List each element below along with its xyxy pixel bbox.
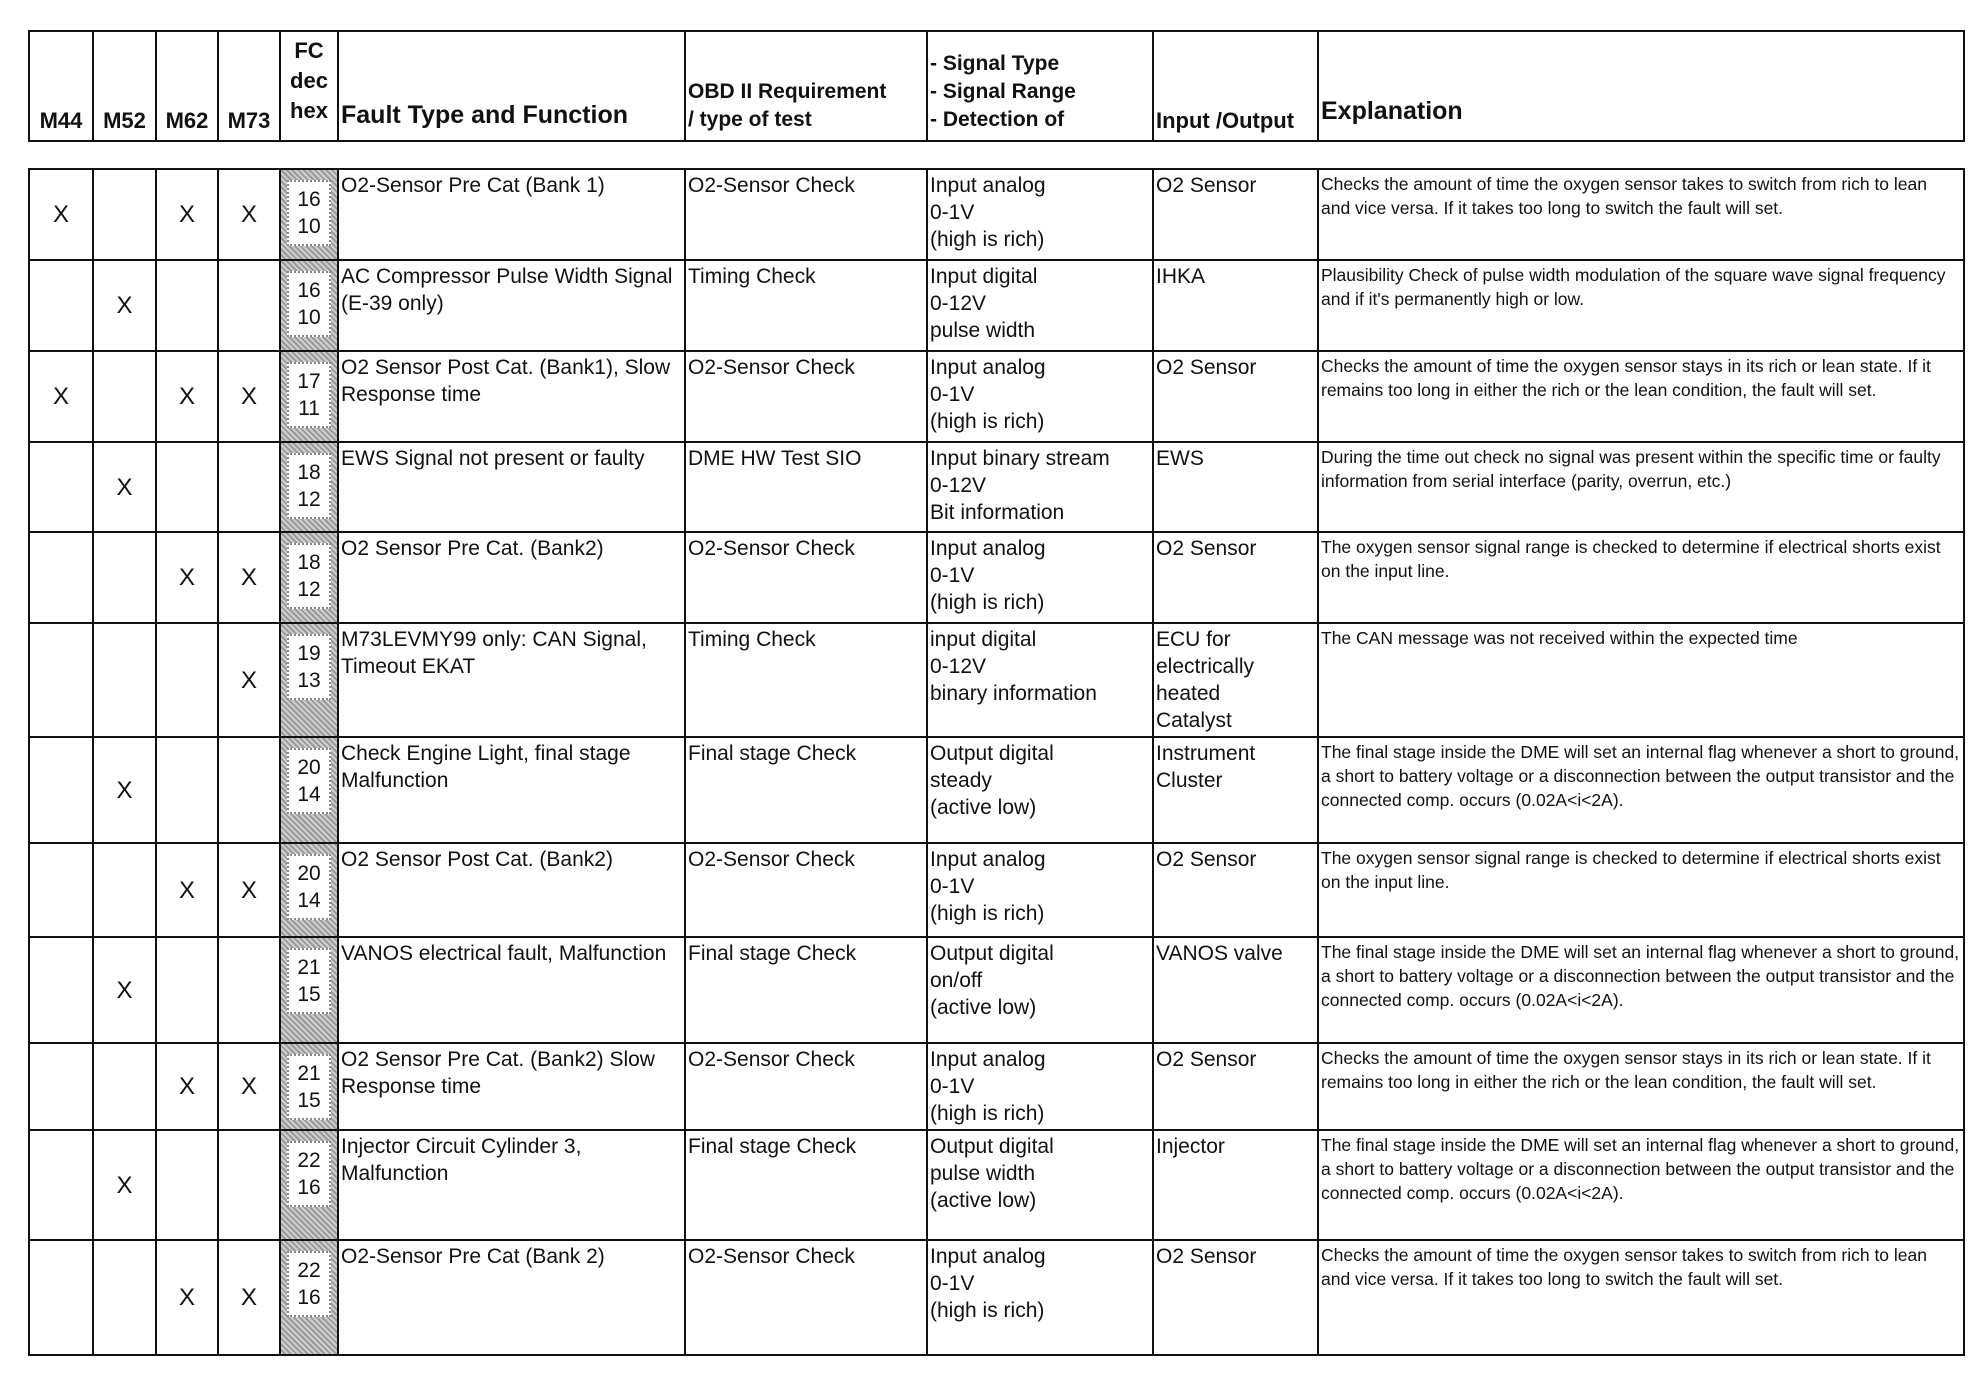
table-row [29, 260, 1964, 351]
m52-mark [93, 623, 156, 737]
fault-code-cell [280, 169, 338, 260]
fault-code-hex: 14 [297, 783, 321, 806]
m62-mark [156, 623, 218, 737]
fault-code-hex: 14 [297, 889, 321, 912]
m62-mark [156, 1130, 218, 1240]
table-row [29, 351, 1964, 442]
signal-range: 0-1V [930, 201, 975, 224]
obd-test: O2-Sensor Check [685, 1240, 927, 1355]
signal-detection: (active low) [930, 1189, 1037, 1212]
fault-code-cell [280, 1043, 338, 1130]
fault-code-box [287, 854, 331, 920]
signal-cell [927, 623, 1153, 737]
fault-code-dec: 22 [297, 1259, 321, 1282]
signal-range: 0-1V [930, 1272, 975, 1295]
io-cell [1153, 737, 1318, 843]
m52-mark [93, 1043, 156, 1130]
m44-mark [29, 260, 93, 351]
obd-test: Final stage Check [685, 737, 927, 843]
m73-mark [218, 737, 280, 843]
table-row [29, 623, 1964, 737]
io-line1: O2 Sensor [1156, 1048, 1257, 1071]
m62-mark: X [156, 351, 218, 442]
signal-type: Input analog [930, 356, 1046, 379]
signal-cell [927, 737, 1153, 843]
m73-mark [218, 937, 280, 1043]
fault-code-dec: 21 [297, 1062, 321, 1085]
signal-range: on/off [930, 969, 983, 992]
fault-code-box [287, 1054, 331, 1120]
fault-code-dec: 22 [297, 1149, 321, 1172]
fault-code-dec: 19 [297, 642, 321, 665]
m52-mark [93, 1240, 156, 1355]
fault-code-hex: 12 [297, 488, 321, 511]
signal-range: 0-12V [930, 655, 987, 678]
table-body [29, 169, 1964, 1355]
signal-range: 0-1V [930, 875, 975, 898]
fault-code-dec: 21 [297, 956, 321, 979]
m52-mark: X [93, 1130, 156, 1240]
signal-range: steady [930, 769, 992, 792]
m44-mark: X [29, 351, 93, 442]
m73-mark: X [218, 623, 280, 737]
m44-mark [29, 1130, 93, 1240]
fault-type: EWS Signal not present or faulty [338, 442, 685, 532]
m44-mark [29, 937, 93, 1043]
signal-type: Input analog [930, 848, 1046, 871]
io-line1: VANOS valve [1156, 942, 1283, 965]
io-line4: Catalyst [1156, 709, 1232, 732]
io-line1: O2 Sensor [1156, 537, 1257, 560]
m52-mark: X [93, 937, 156, 1043]
fault-type: M73LEVMY99 only: CAN Signal, Timeout EKAT [338, 623, 685, 737]
fault-type: O2 Sensor Pre Cat. (Bank2) Slow Response time [338, 1043, 685, 1130]
fault-code-cell [280, 351, 338, 442]
table-row [29, 737, 1964, 843]
m52-mark: X [93, 442, 156, 532]
io-cell [1153, 843, 1318, 937]
io-line1: O2 Sensor [1156, 848, 1257, 871]
signal-type: Input analog [930, 174, 1046, 197]
m44-mark [29, 1043, 93, 1130]
m44-mark [29, 843, 93, 937]
m73-mark [218, 442, 280, 532]
fault-code-box [287, 271, 331, 337]
signal-type: Input analog [930, 1048, 1046, 1071]
fault-code-dec: 16 [297, 279, 321, 302]
fault-code-dec: 18 [297, 461, 321, 484]
m62-mark: X [156, 169, 218, 260]
fault-code-hex: 16 [297, 1286, 321, 1309]
obd-test: O2-Sensor Check [685, 351, 927, 442]
header-m44: M44 [29, 31, 93, 141]
explanation: Plausibility Check of pulse width modulation of the square wave signal frequency and if it's permanently high or low. [1318, 260, 1964, 351]
m73-mark [218, 1130, 280, 1240]
explanation: The final stage inside the DME will set an internal flag whenever a short to ground, a short to battery voltage or a disconnection between the output transistor and the connected comp. occurs (0.02A<i<2A). [1318, 737, 1964, 843]
m52-mark [93, 169, 156, 260]
table-row [29, 1240, 1964, 1355]
header-m52: M52 [93, 31, 156, 141]
fault-code-cell [280, 260, 338, 351]
header-fc-line1: FC [294, 38, 324, 63]
header-fc-line3: hex [290, 98, 328, 123]
fault-code-box [287, 543, 331, 609]
header-obd-line2: / type of test [688, 108, 812, 131]
m62-mark: X [156, 1043, 218, 1130]
table-row [29, 169, 1964, 260]
fault-code-hex: 15 [297, 1089, 321, 1112]
m73-mark: X [218, 169, 280, 260]
signal-type: Input analog [930, 537, 1046, 560]
signal-cell [927, 532, 1153, 623]
io-cell [1153, 532, 1318, 623]
fault-code-cell [280, 843, 338, 937]
fault-code-cell [280, 737, 338, 843]
obd-test: Final stage Check [685, 937, 927, 1043]
io-line1: EWS [1156, 447, 1204, 470]
signal-range: 0-12V [930, 474, 987, 497]
signal-range: pulse width [930, 1162, 1036, 1185]
fault-code-cell [280, 937, 338, 1043]
obd-test: Timing Check [685, 623, 927, 737]
fault-code-table [28, 168, 1965, 1356]
signal-detection: (high is rich) [930, 1299, 1045, 1322]
explanation: Checks the amount of time the oxygen sensor takes to switch from rich to lean and vice versa. If it takes too long to switch the fault will set. [1318, 169, 1964, 260]
signal-cell [927, 1130, 1153, 1240]
signal-cell [927, 1043, 1153, 1130]
signal-detection: (active low) [930, 796, 1037, 819]
header-m62: M62 [156, 31, 218, 141]
signal-type: Output digital [930, 942, 1054, 965]
fault-code-dec: 17 [297, 370, 321, 393]
signal-type: Input binary stream [930, 447, 1110, 470]
fault-code-hex: 15 [297, 983, 321, 1006]
fault-code-dec: 20 [297, 862, 321, 885]
explanation: The CAN message was not received within the expected time [1318, 623, 1964, 737]
table-row [29, 937, 1964, 1043]
io-line1: ECU for [1156, 628, 1231, 651]
signal-type: Output digital [930, 742, 1054, 765]
m62-mark: X [156, 1240, 218, 1355]
header-signal-line1: - Signal Type [930, 52, 1060, 75]
fault-code-cell [280, 1130, 338, 1240]
fault-type: Injector Circuit Cylinder 3, Malfunction [338, 1130, 685, 1240]
m73-mark [218, 260, 280, 351]
fault-code-box [287, 948, 331, 1014]
io-cell [1153, 351, 1318, 442]
io-cell [1153, 623, 1318, 737]
fault-code-dec: 16 [297, 188, 321, 211]
fault-type: AC Compressor Pulse Width Signal (E-39 only) [338, 260, 685, 351]
signal-cell [927, 937, 1153, 1043]
table-row [29, 442, 1964, 532]
obd-test: Timing Check [685, 260, 927, 351]
m44-mark [29, 1240, 93, 1355]
io-line1: O2 Sensor [1156, 356, 1257, 379]
table-row [29, 532, 1964, 623]
fault-code-cell [280, 1240, 338, 1355]
signal-cell [927, 843, 1153, 937]
fault-code-box [287, 453, 331, 519]
io-line1: O2 Sensor [1156, 1245, 1257, 1268]
io-line2: Cluster [1156, 769, 1223, 792]
m62-mark [156, 737, 218, 843]
fault-code-hex: 13 [297, 669, 321, 692]
explanation: The final stage inside the DME will set an internal flag whenever a short to ground, a short to battery voltage or a disconnection between the output transistor and the connected comp. occurs (0.02A<i<2A). [1318, 1130, 1964, 1240]
fault-code-hex: 11 [298, 397, 320, 420]
fault-type: O2-Sensor Pre Cat (Bank 2) [338, 1240, 685, 1355]
header-signal [927, 31, 1153, 141]
signal-detection: (active low) [930, 996, 1037, 1019]
header-signal-line2: - Signal Range [930, 80, 1076, 103]
io-cell [1153, 1240, 1318, 1355]
io-line3: heated [1156, 682, 1221, 705]
obd-test: O2-Sensor Check [685, 169, 927, 260]
signal-range: 0-12V [930, 292, 987, 315]
header-obd-line1: OBD II Requirement [688, 80, 887, 103]
fault-type: O2 Sensor Post Cat. (Bank2) [338, 843, 685, 937]
m52-mark: X [93, 260, 156, 351]
signal-detection: pulse width [930, 319, 1036, 342]
fault-code-box [287, 180, 331, 246]
explanation: The final stage inside the DME will set an internal flag whenever a short to ground, a short to battery voltage or a disconnection between the output transistor and the connected comp. occurs (0.02A<i<2A). [1318, 937, 1964, 1043]
table-row [29, 1043, 1964, 1130]
signal-detection: Bit information [930, 501, 1065, 524]
fault-code-cell [280, 623, 338, 737]
m44-mark: X [29, 169, 93, 260]
signal-range: 0-1V [930, 383, 975, 406]
signal-detection: (high is rich) [930, 228, 1045, 251]
signal-cell [927, 260, 1153, 351]
fault-code-box [287, 1141, 331, 1207]
fault-type: Check Engine Light, final stage Malfunction [338, 737, 685, 843]
m44-mark [29, 442, 93, 532]
fault-code-hex: 12 [297, 578, 321, 601]
signal-detection: (high is rich) [930, 591, 1045, 614]
header-fc-line2: dec [290, 68, 328, 93]
m52-mark: X [93, 737, 156, 843]
m73-mark: X [218, 532, 280, 623]
m52-mark [93, 532, 156, 623]
obd-test: O2-Sensor Check [685, 843, 927, 937]
signal-type: Input analog [930, 1245, 1046, 1268]
m73-mark: X [218, 1043, 280, 1130]
fault-code-box [287, 634, 331, 700]
m62-mark: X [156, 532, 218, 623]
io-cell [1153, 260, 1318, 351]
signal-range: 0-1V [930, 564, 975, 587]
fault-code-box [287, 748, 331, 814]
header-m73: M73 [218, 31, 280, 141]
signal-type: Output digital [930, 1135, 1054, 1158]
signal-detection: (high is rich) [930, 410, 1045, 433]
io-line2: electrically [1156, 655, 1255, 678]
header-fc [280, 31, 338, 141]
explanation: The oxygen sensor signal range is checked to determine if electrical shorts exist on the input line. [1318, 532, 1964, 623]
m62-mark [156, 442, 218, 532]
fault-type: O2 Sensor Pre Cat. (Bank2) [338, 532, 685, 623]
fault-code-cell [280, 532, 338, 623]
m44-mark [29, 532, 93, 623]
table-header [28, 30, 1965, 142]
header-obd [685, 31, 927, 141]
explanation: During the time out check no signal was present within the specific time or faulty information from serial interface (parity, overrun, etc.) [1318, 442, 1964, 532]
fault-code-box [287, 362, 331, 428]
m62-mark [156, 260, 218, 351]
obd-test: O2-Sensor Check [685, 1043, 927, 1130]
signal-detection: (high is rich) [930, 902, 1045, 925]
explanation: The oxygen sensor signal range is checked to determine if electrical shorts exist on the input line. [1318, 843, 1964, 937]
signal-cell [927, 442, 1153, 532]
m52-mark [93, 843, 156, 937]
header-fault: Fault Type and Function [338, 31, 685, 141]
signal-detection: (high is rich) [930, 1102, 1045, 1125]
signal-range: 0-1V [930, 1075, 975, 1098]
m62-mark [156, 937, 218, 1043]
obd-test: O2-Sensor Check [685, 532, 927, 623]
m73-mark: X [218, 351, 280, 442]
io-cell [1153, 1043, 1318, 1130]
table-row [29, 843, 1964, 937]
obd-test: Final stage Check [685, 1130, 927, 1240]
signal-type: input digital [930, 628, 1037, 651]
m62-mark: X [156, 843, 218, 937]
table-row [29, 1130, 1964, 1240]
io-line1: Instrument [1156, 742, 1256, 765]
header-io: Input /Output [1153, 31, 1318, 141]
fault-type: VANOS electrical fault, Malfunction [338, 937, 685, 1043]
fault-code-hex: 10 [297, 215, 321, 238]
io-line1: O2 Sensor [1156, 174, 1257, 197]
m52-mark [93, 351, 156, 442]
fault-code-hex: 16 [297, 1176, 321, 1199]
m73-mark: X [218, 843, 280, 937]
fault-code-cell [280, 442, 338, 532]
header-explanation: Explanation [1318, 31, 1964, 141]
explanation: Checks the amount of time the oxygen sensor takes to switch from rich to lean and vice versa. If it takes too long to switch the fault will set. [1318, 1240, 1964, 1355]
fault-type: O2-Sensor Pre Cat (Bank 1) [338, 169, 685, 260]
fault-type: O2 Sensor Post Cat. (Bank1), Slow Response time [338, 351, 685, 442]
m44-mark [29, 737, 93, 843]
signal-cell [927, 1240, 1153, 1355]
io-cell [1153, 442, 1318, 532]
fault-code-dec: 20 [297, 756, 321, 779]
obd-test: DME HW Test SIO [685, 442, 927, 532]
m73-mark: X [218, 1240, 280, 1355]
explanation: Checks the amount of time the oxygen sensor stays in its rich or lean state. If it remains too long in either the rich or the lean condition, the fault will set. [1318, 351, 1964, 442]
signal-type: Input digital [930, 265, 1038, 288]
io-cell [1153, 169, 1318, 260]
signal-detection: binary information [930, 682, 1097, 705]
io-cell [1153, 937, 1318, 1043]
fault-code-hex: 10 [297, 306, 321, 329]
io-line1: IHKA [1156, 265, 1206, 288]
fault-code-box [287, 1251, 331, 1317]
m44-mark [29, 623, 93, 737]
explanation: Checks the amount of time the oxygen sensor stays in its rich or lean state. If it remains too long in either the rich or the lean condition, the fault will set. [1318, 1043, 1964, 1130]
signal-cell [927, 351, 1153, 442]
fault-code-dec: 18 [297, 551, 321, 574]
io-line1: Injector [1156, 1135, 1225, 1158]
header-signal-line3: - Detection of [930, 108, 1065, 131]
signal-cell [927, 169, 1153, 260]
io-cell [1153, 1130, 1318, 1240]
